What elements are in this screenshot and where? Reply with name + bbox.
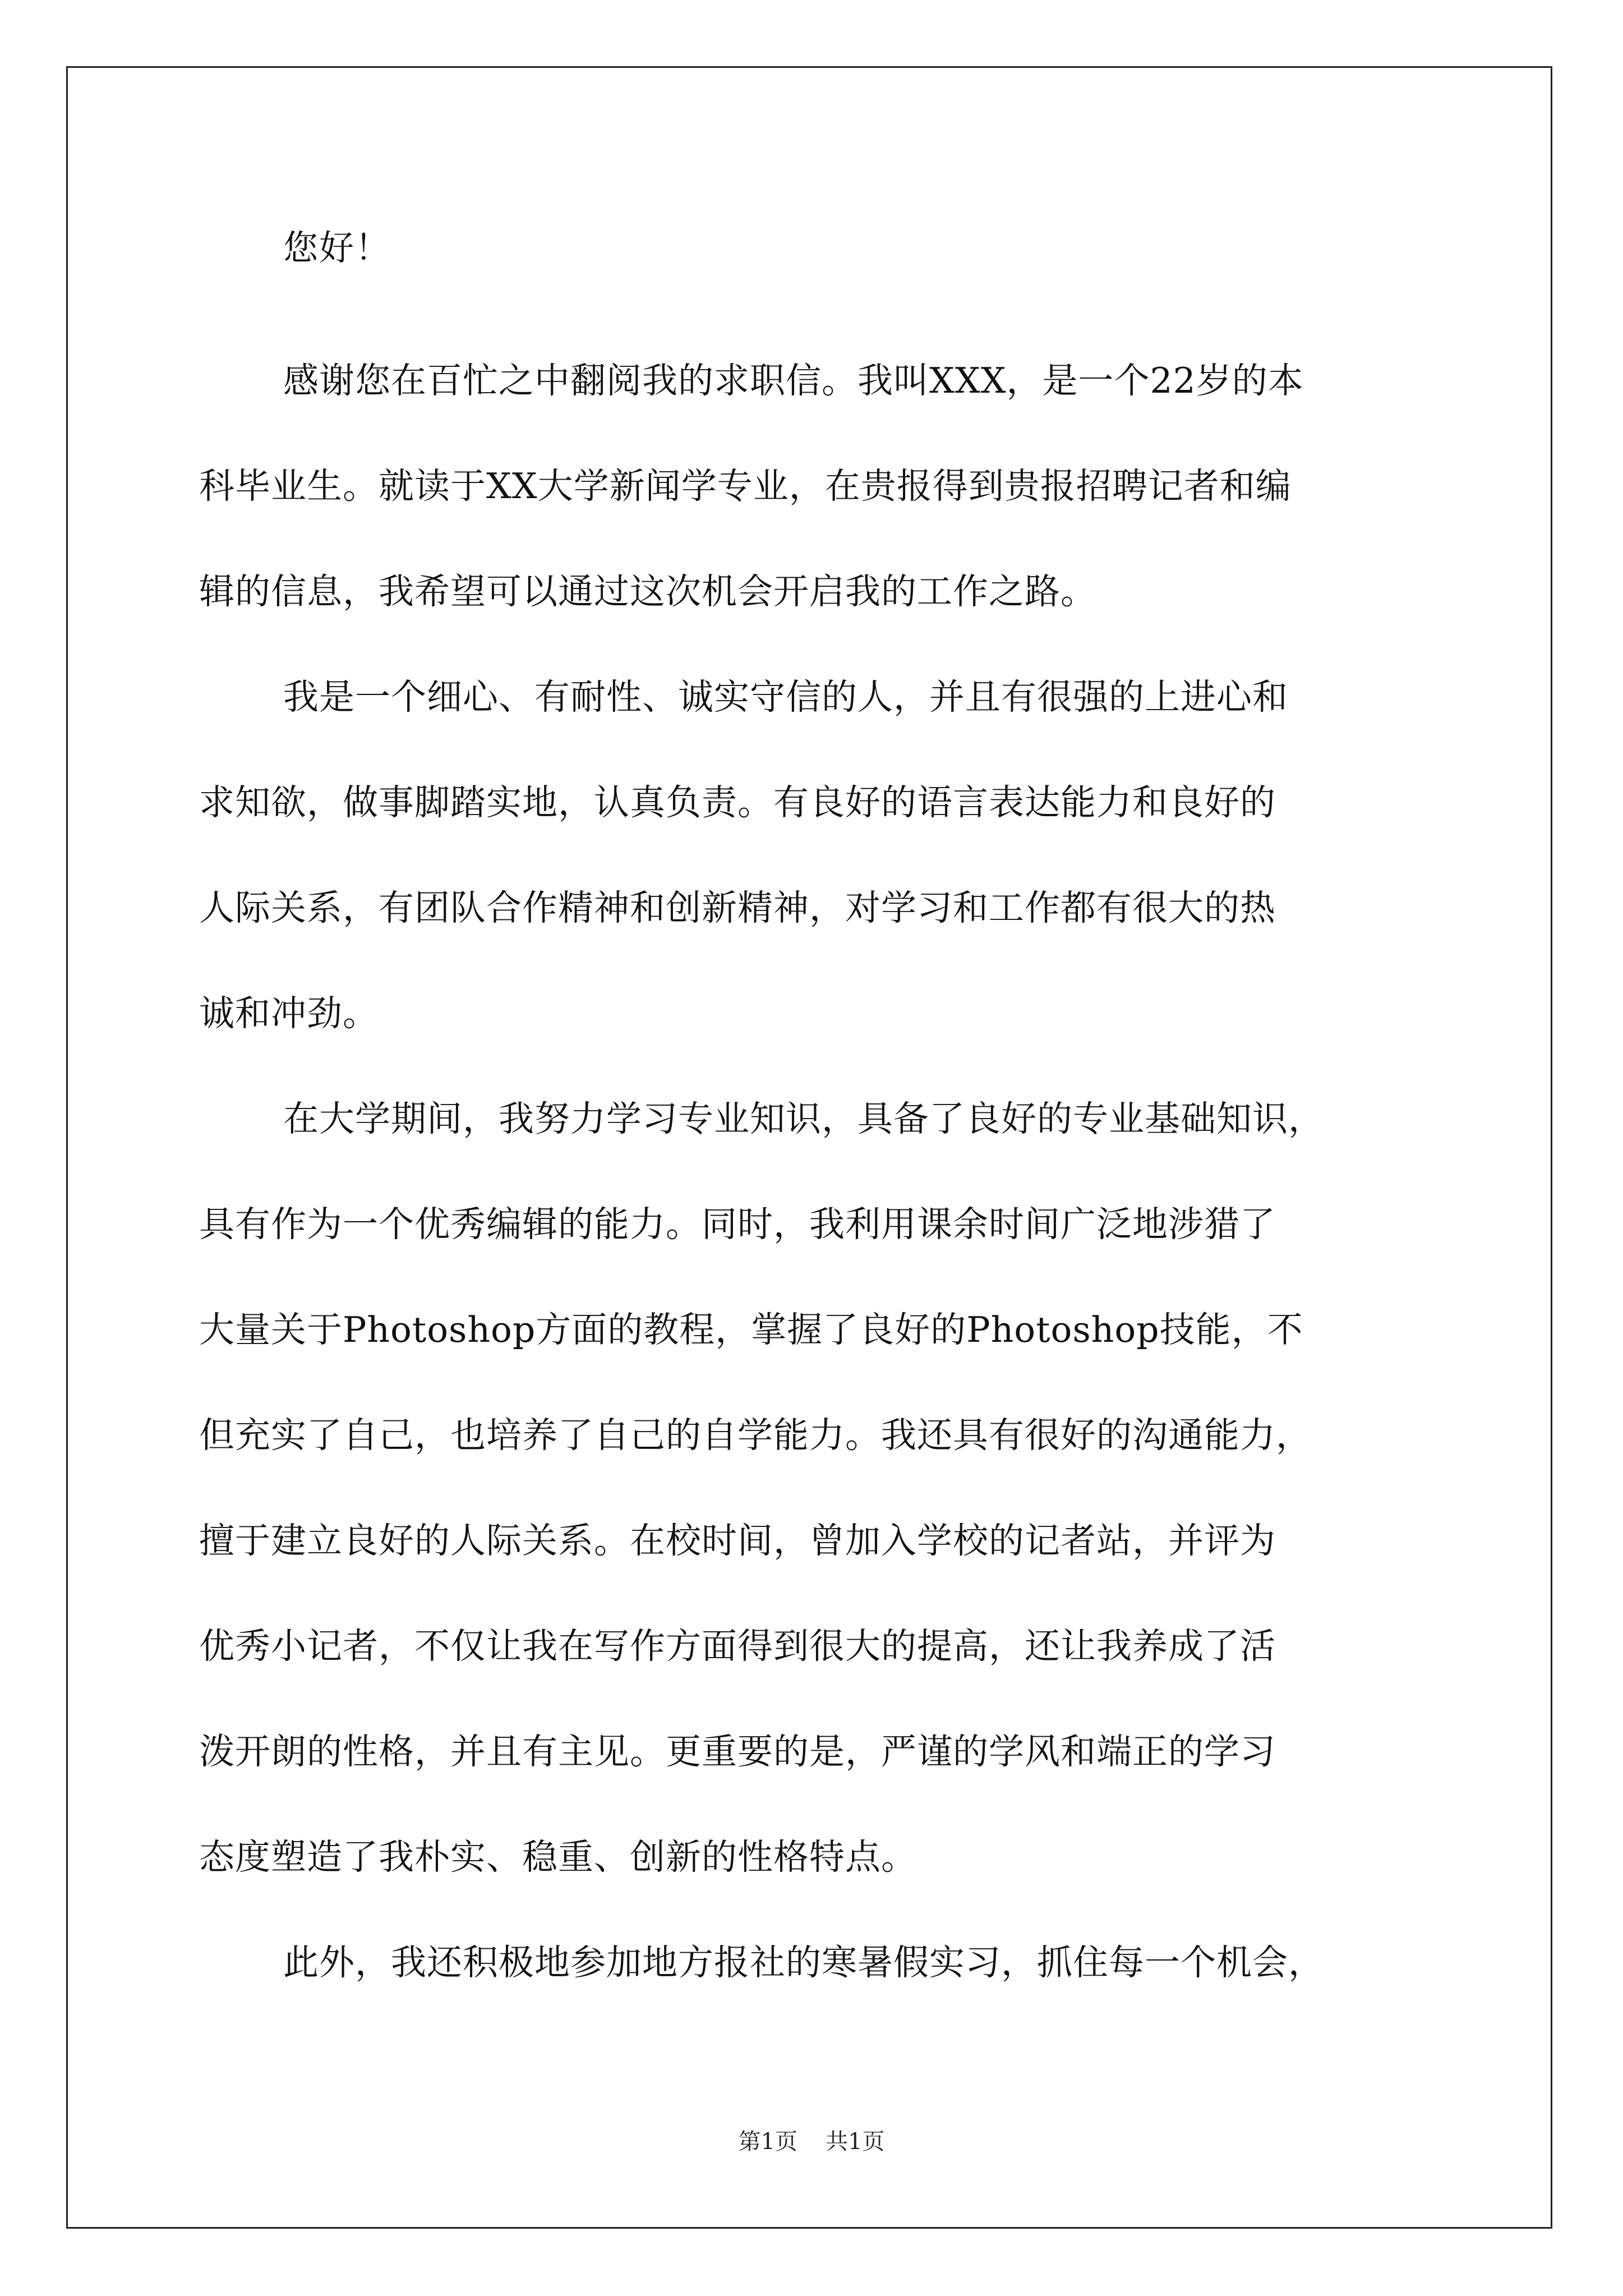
paragraph-line: 感谢您在百忙之中翻阅我的求职信。我叫XXX，是一个22岁的本 <box>283 360 1304 401</box>
paragraph-line: 求知欲，做事脚踏实地，认真负责。有良好的语言表达能力和良好的 <box>199 782 1276 823</box>
paragraph-line: 科毕业生。就读于XX大学新闻学专业，在贵报得到贵报招聘记者和编 <box>199 466 1292 507</box>
page-number-total: 共1页 <box>826 2129 885 2155</box>
paragraph-line: 擅于建立良好的人际关系。在校时间，曾加入学校的记者站，并评为 <box>199 1520 1276 1561</box>
page-number-current: 第1页 <box>738 2129 797 2155</box>
paragraph-line: 具有作为一个优秀编辑的能力。同时，我利用课余时间广泛地涉猎了 <box>199 1204 1276 1245</box>
paragraph-line: 此外，我还积极地参加地方报社的寒暑假实习，抓住每一个机会， <box>283 1942 1324 1983</box>
paragraph-line: 泼开朗的性格，并且有主见。更重要的是，严谨的学风和端正的学习 <box>199 1731 1276 1772</box>
paragraph-line: 辑的信息，我希望可以通过这次机会开启我的工作之路。 <box>199 571 1096 612</box>
paragraph-line: 人际关系，有团队合作精神和创新精神，对学习和工作都有很大的热 <box>199 887 1276 928</box>
letter-body <box>199 222 1424 2016</box>
paragraph-1 <box>199 328 1424 645</box>
paragraph-line: 但充实了自己，也培养了自己的自学能力。我还具有很好的沟通能力， <box>199 1415 1312 1456</box>
paragraph-line: 诚和冲劲。 <box>199 993 379 1034</box>
paragraph-2 <box>199 645 1424 1066</box>
paragraph-line: 大量关于Photoshop方面的教程，掌握了良好的Photoshop技能，不 <box>199 1309 1303 1350</box>
paragraph-4 <box>199 1910 1424 2016</box>
paragraph-line: 在大学期间，我努力学习专业知识，具备了良好的专业基础知识， <box>283 1098 1324 1139</box>
paragraph-3 <box>199 1066 1424 1910</box>
paragraph-line: 优秀小记者，不仅让我在写作方面得到很大的提高，还让我养成了活 <box>199 1626 1276 1667</box>
paragraph-line: 我是一个细心、有耐性、诚实守信的人，并且有很强的上进心和 <box>283 677 1288 717</box>
greeting: 您好！ <box>283 227 391 268</box>
page-footer <box>0 2125 1623 2159</box>
paragraph-line: 态度塑造了我朴实、稳重、创新的性格特点。 <box>199 1837 917 1878</box>
